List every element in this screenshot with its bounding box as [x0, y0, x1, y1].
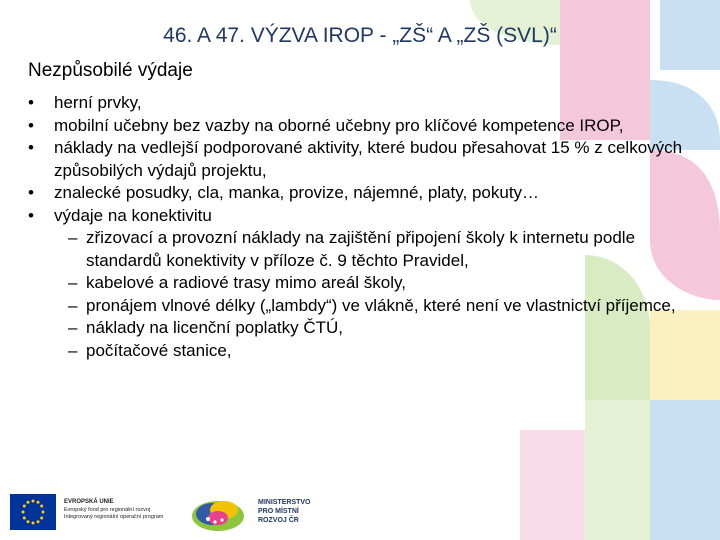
ministry-line2: PRO MÍSTNÍ [258, 508, 299, 515]
bullet-marker: • [28, 183, 34, 202]
bullet-item [28, 182, 700, 205]
slide-subtitle: Nezpůsobilé výdaje [28, 60, 193, 81]
sub-bullet-item [28, 340, 700, 363]
sub-bullet-text: náklady na licenční poplatky ČTÚ, [86, 318, 344, 337]
bullet-text: náklady na vedlejší podporované aktivity, které budou přesahovat 15 % z celkových způsobilých výdajů projektu, [54, 138, 683, 180]
ministry-line1: MINISTERSTVO [258, 499, 311, 506]
bullet-item [28, 115, 700, 138]
sub-bullet-marker: – [68, 273, 78, 292]
eu-name: EVROPSKÁ UNIE [64, 499, 114, 505]
sub-bullet-item [28, 272, 700, 295]
ministry-logo-text [258, 498, 311, 525]
sub-bullet-text: pronájem vlnové délky („lambdy“) ve vlákně, které není ve vlastnictví příjemce, [86, 295, 676, 315]
bullet-marker: • [28, 93, 34, 112]
eu-program-name: Integrovaný regionální operační program [64, 514, 164, 520]
bullet-item [28, 92, 700, 115]
sub-bullet-marker: – [68, 228, 78, 247]
sub-bullet-marker: – [68, 295, 78, 315]
eu-logo-text [64, 499, 163, 522]
sub-bullet-marker: – [68, 340, 78, 360]
eu-flag-icon [10, 494, 56, 530]
bullet-item [28, 137, 700, 182]
eu-fund-name: Evropský fond pro regionální rozvoj [64, 506, 151, 513]
sub-bullet-text: kabelové a radiové trasy mimo areál školy, [86, 273, 406, 292]
sub-bullet-item [28, 295, 700, 318]
bullet-item [28, 205, 700, 363]
bullet-marker: • [28, 115, 34, 135]
bullet-marker: • [28, 138, 34, 157]
bullet-marker: • [28, 205, 34, 225]
sub-bullet-item [28, 317, 700, 340]
sub-bullet-item [28, 227, 700, 272]
ministry-logo-icon [188, 492, 248, 534]
bullet-text: výdaje na konektivitu [54, 205, 212, 225]
ministry-line3: ROZVOJ ČR [258, 517, 299, 524]
bullet-text: herní prvky, [54, 93, 142, 112]
sub-bullet-text: zřizovací a provozní náklady na zajištění připojení školy k internetu podle standardů konektivity v příloze č. 9 těchto Pravidel, [86, 228, 636, 270]
slide-title: 46. A 47. VÝZVA IROP - „ZŠ“ A „ZŠ (SVL)“ [163, 24, 557, 47]
sub-bullet-text: počítačové stanice, [86, 340, 232, 360]
bullet-text: znalecké posudky, cla, manka, provize, nájemné, platy, pokuty… [54, 183, 540, 202]
bullet-list [28, 92, 700, 362]
sub-bullet-list [28, 227, 700, 362]
logo-footer [0, 490, 720, 540]
sub-bullet-marker: – [68, 318, 78, 337]
bullet-text: mobilní učebny bez vazby na oborné učebny pro klíčové kompetence IROP, [54, 115, 624, 135]
